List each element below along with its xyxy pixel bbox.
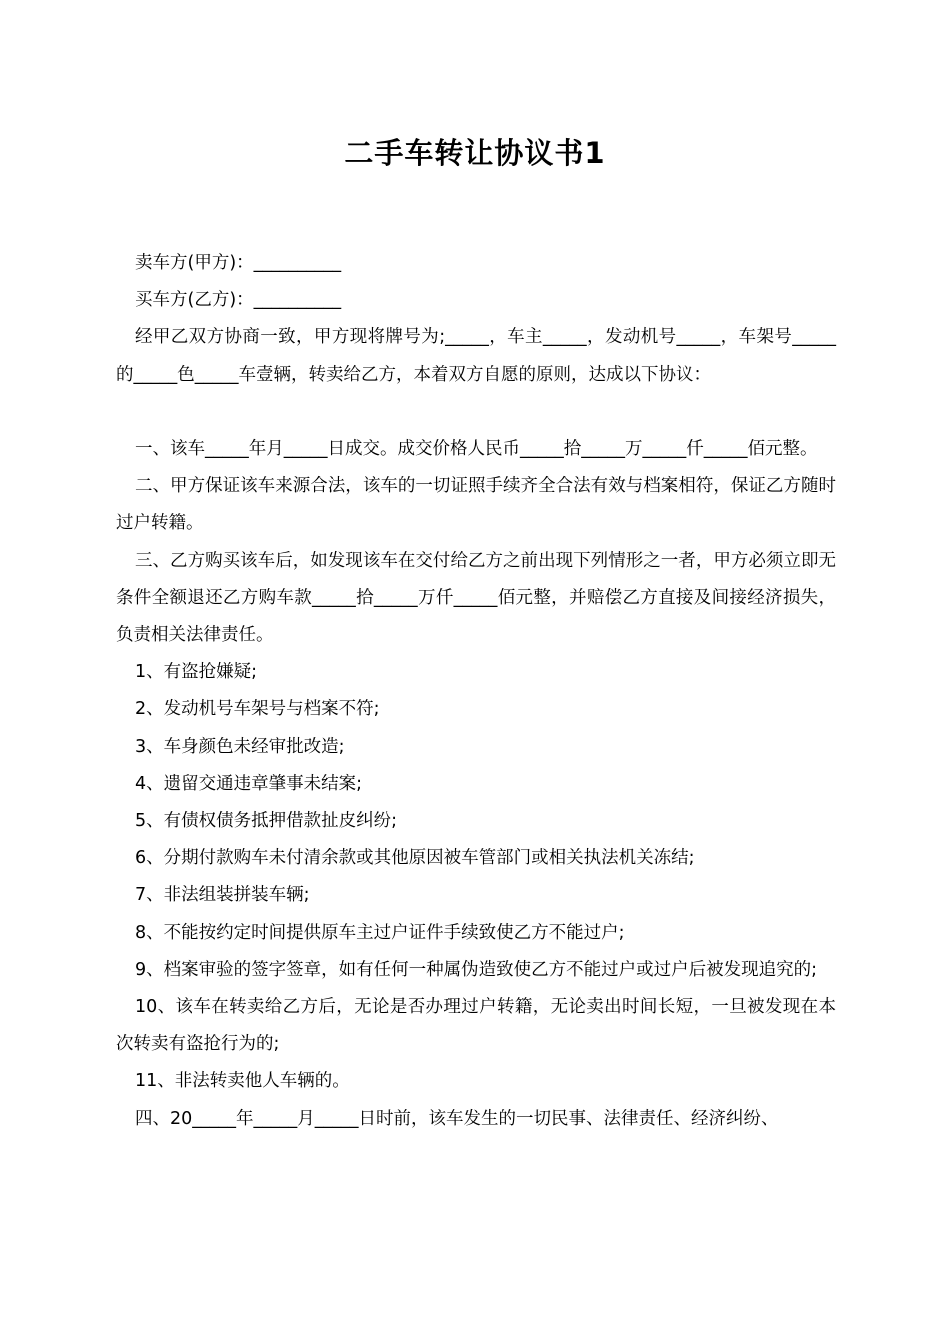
clause-4: 四、20_____年_____月_____日时前，该车发生的一切民事、法律责任、经济纠纷、	[135, 1108, 779, 1129]
buyer-line: 买车方(乙方)：__________	[135, 290, 342, 311]
clause-3: 三、乙方购买该车后，如发现该车在交付给乙方之前出现下列情形之一者，甲方必须立即无条件全额退还乙方购车款_____拾_____万仟_____佰元整，并赔偿乙方直接及间接经济损失，负责相关法律责任。	[116, 550, 836, 646]
list-item: 11、非法转卖他人车辆的。	[135, 1071, 350, 1092]
list-item: 9、档案审验的签字签章，如有任何一种属伪造致使乙方不能过户或过户后被发现追究的;	[135, 959, 818, 980]
seller-line: 卖车方(甲方)：__________	[135, 253, 342, 273]
clause-1: 一、该车_____年月_____日成交。成交价格人民币_____拾_____万_____仟_____佰元整。	[135, 439, 818, 459]
list-item: 10、该车在转卖给乙方后，无论是否办理过户转籍，无论卖出时间长短，一旦被发现在本次转卖有盗抢行为的;	[116, 997, 836, 1055]
list-item: 5、有债权债务抵押借款扯皮纠纷;	[135, 811, 398, 832]
list-item: 2、发动机号车架号与档案不符;	[135, 699, 380, 720]
list-item: 4、遗留交通违章肇事未结案;	[135, 773, 363, 794]
intro-paragraph: 经甲乙双方协商一致，甲方现将牌号为;_____，车主_____，发动机号_____，车架号_____的_____色_____车壹辆，转卖给乙方，本着双方自愿的原则，达成以下协议：	[116, 327, 836, 385]
document-title: 二手车转让协议书1	[344, 136, 606, 170]
list-item: 6、分期付款购车未付清余款或其他原因被车管部门或相关执法机关冻结;	[135, 848, 695, 869]
list-item: 8、不能按约定时间提供原车主过户证件手续致使乙方不能过户;	[135, 922, 625, 943]
clause-2: 二、甲方保证该车来源合法，该车的一切证照手续齐全合法有效与档案相符，保证乙方随时过户转籍。	[116, 476, 836, 534]
list-item: 3、车身颜色未经审批改造;	[135, 736, 345, 757]
list-item: 7、非法组装拼装车辆;	[135, 885, 310, 906]
blank-line	[116, 394, 836, 431]
list-item: 1、有盗抢嫌疑;	[135, 662, 258, 683]
document-body	[116, 245, 836, 1138]
